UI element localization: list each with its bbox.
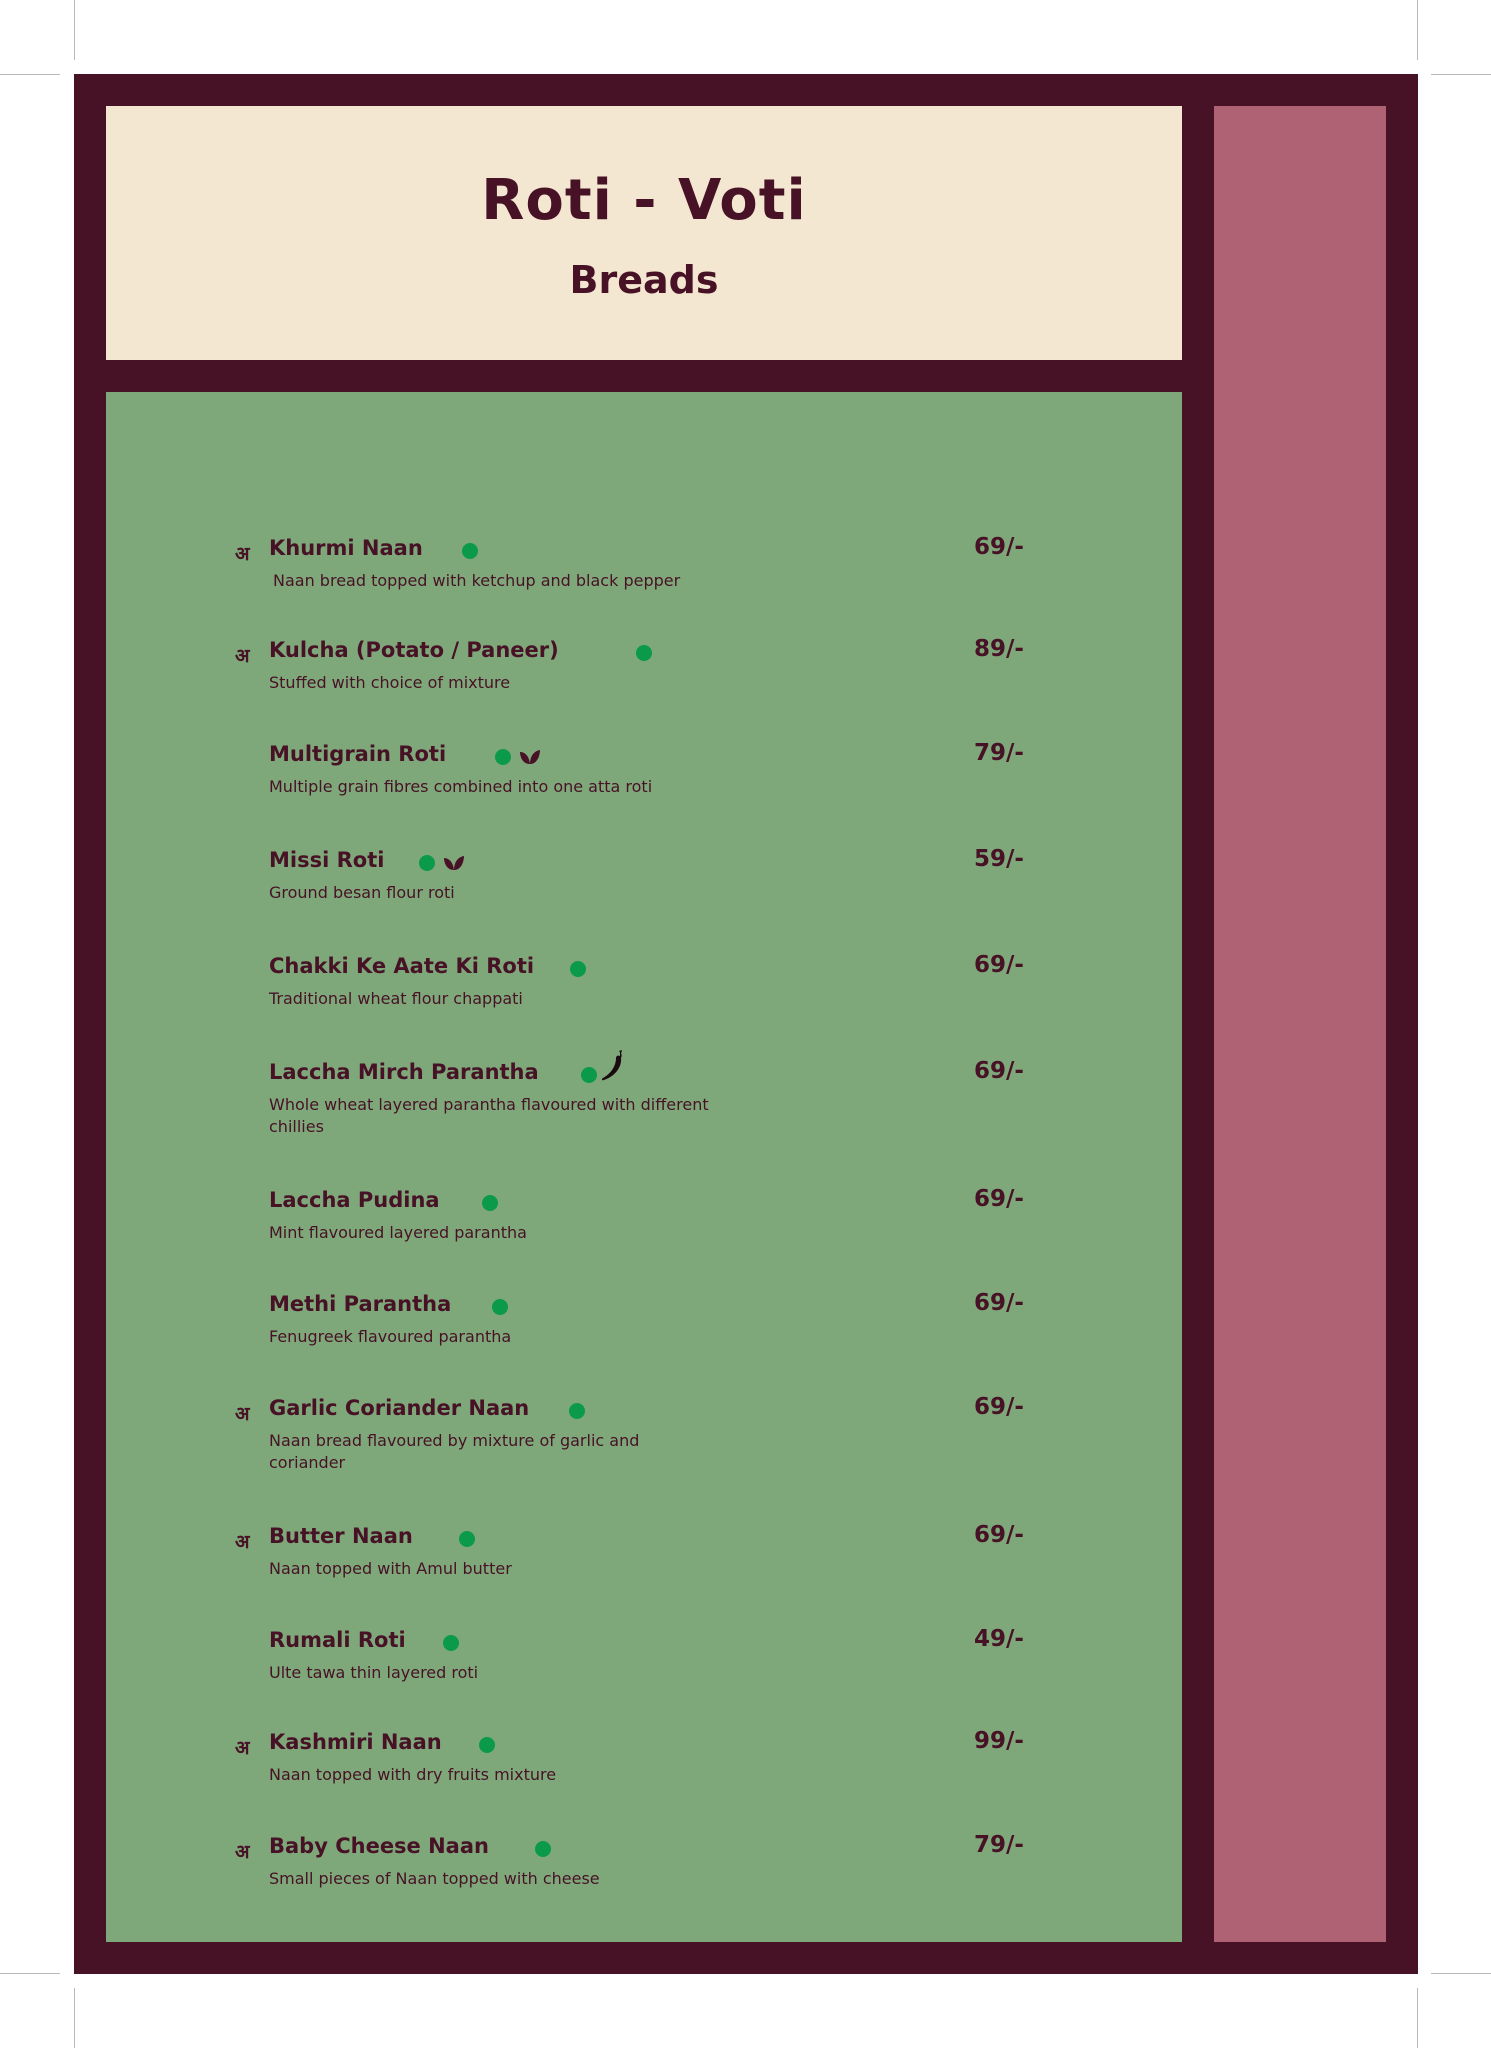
item-name: Multigrain Roti xyxy=(269,742,447,766)
item-description: Ulte tawa thin layered roti xyxy=(269,1663,479,1682)
menu-item xyxy=(106,1626,1182,1722)
item-price: 69/- xyxy=(974,534,1024,560)
item-price: 89/- xyxy=(974,636,1024,662)
menu-item xyxy=(106,1832,1182,1928)
item-name: Butter Naan xyxy=(269,1524,413,1548)
menu-item xyxy=(106,952,1182,1048)
veg-dot-icon xyxy=(492,1299,508,1315)
menu-item xyxy=(106,846,1182,942)
item-name: Kulcha (Potato / Paneer) xyxy=(269,638,559,662)
crop-mark xyxy=(74,0,75,60)
item-description: Ground besan flour roti xyxy=(269,883,455,902)
menu-item xyxy=(106,740,1182,836)
crop-mark xyxy=(1431,74,1491,75)
item-name: Rumali Roti xyxy=(269,1628,406,1652)
menu-item xyxy=(106,1522,1182,1618)
menu-item xyxy=(106,1058,1182,1154)
veg-dot-icon xyxy=(443,1635,459,1651)
item-description: Naan topped with Amul butter xyxy=(269,1559,512,1578)
item-description: Whole wheat layered parantha flavoured with different chillies xyxy=(269,1095,709,1136)
item-description: Naan topped with dry fruits mixture xyxy=(269,1765,557,1784)
menu-item xyxy=(106,1728,1182,1824)
item-description: Multiple grain fibres combined into one atta roti xyxy=(269,777,653,796)
item-name: Methi Parantha xyxy=(269,1292,452,1316)
menu-item xyxy=(106,1290,1182,1386)
item-description: Naan bread flavoured by mixture of garlic and coriander xyxy=(269,1431,640,1472)
veg-dot-icon xyxy=(535,1841,551,1857)
chilli-icon xyxy=(600,1050,628,1084)
veg-dot-icon xyxy=(459,1531,475,1547)
page-title: Roti - Voti xyxy=(481,168,807,233)
item-price: 69/- xyxy=(974,1058,1024,1084)
menu-item xyxy=(106,636,1182,732)
veg-dot-icon xyxy=(462,543,478,559)
item-name: Laccha Pudina xyxy=(269,1188,440,1212)
crop-mark xyxy=(0,74,60,75)
item-name: Kashmiri Naan xyxy=(269,1730,442,1754)
item-description: Naan bread topped with ketchup and black pepper xyxy=(273,571,681,590)
crop-mark xyxy=(74,1988,75,2048)
item-name: Missi Roti xyxy=(269,848,385,872)
item-name: Garlic Coriander Naan xyxy=(269,1396,530,1420)
veg-dot-icon xyxy=(570,961,586,977)
crop-mark xyxy=(1417,1988,1418,2048)
naan-mark: अ xyxy=(235,1841,250,1863)
leaf-icon xyxy=(518,748,542,766)
veg-dot-icon xyxy=(482,1195,498,1211)
item-price: 69/- xyxy=(974,1290,1024,1316)
crop-mark xyxy=(1431,1973,1491,1974)
menu-list xyxy=(106,392,1182,1942)
item-description: Mint flavoured layered parantha xyxy=(269,1223,527,1242)
naan-mark: अ xyxy=(235,1737,250,1759)
item-price: 99/- xyxy=(974,1728,1024,1754)
item-description: Traditional wheat flour chappati xyxy=(269,989,523,1008)
item-name: Baby Cheese Naan xyxy=(269,1834,489,1858)
menu-item xyxy=(106,1186,1182,1282)
veg-dot-icon xyxy=(495,749,511,765)
item-name: Khurmi Naan xyxy=(269,536,423,560)
item-description: Stuffed with choice of mixture xyxy=(269,673,511,692)
item-name: Laccha Mirch Parantha xyxy=(269,1060,539,1084)
item-description: Fenugreek flavoured parantha xyxy=(269,1327,512,1346)
menu-header xyxy=(106,106,1182,360)
crop-mark xyxy=(1417,0,1418,60)
item-description: Small pieces of Naan topped with cheese xyxy=(269,1869,600,1888)
crop-mark xyxy=(0,1973,60,1974)
veg-dot-icon xyxy=(419,855,435,871)
page-subtitle: Breads xyxy=(569,258,719,302)
menu-item xyxy=(106,534,1182,630)
leaf-icon xyxy=(442,854,466,872)
decorative-side-panel xyxy=(1214,106,1386,1942)
menu-panel xyxy=(106,392,1182,1942)
naan-mark: अ xyxy=(235,1403,250,1425)
item-price: 79/- xyxy=(974,1832,1024,1858)
naan-mark: अ xyxy=(235,543,250,565)
item-price: 69/- xyxy=(974,1186,1024,1212)
menu-item xyxy=(106,1394,1182,1490)
item-price: 69/- xyxy=(974,1522,1024,1548)
menu-page-frame xyxy=(74,74,1418,1974)
item-name: Chakki Ke Aate Ki Roti xyxy=(269,954,535,978)
item-price: 79/- xyxy=(974,740,1024,766)
item-price: 69/- xyxy=(974,952,1024,978)
item-price: 69/- xyxy=(974,1394,1024,1420)
item-price: 49/- xyxy=(974,1626,1024,1652)
item-price: 59/- xyxy=(974,846,1024,872)
veg-dot-icon xyxy=(581,1067,597,1083)
veg-dot-icon xyxy=(569,1403,585,1419)
naan-mark: अ xyxy=(235,1531,250,1553)
veg-dot-icon xyxy=(479,1737,495,1753)
naan-mark: अ xyxy=(235,645,250,667)
veg-dot-icon xyxy=(636,645,652,661)
